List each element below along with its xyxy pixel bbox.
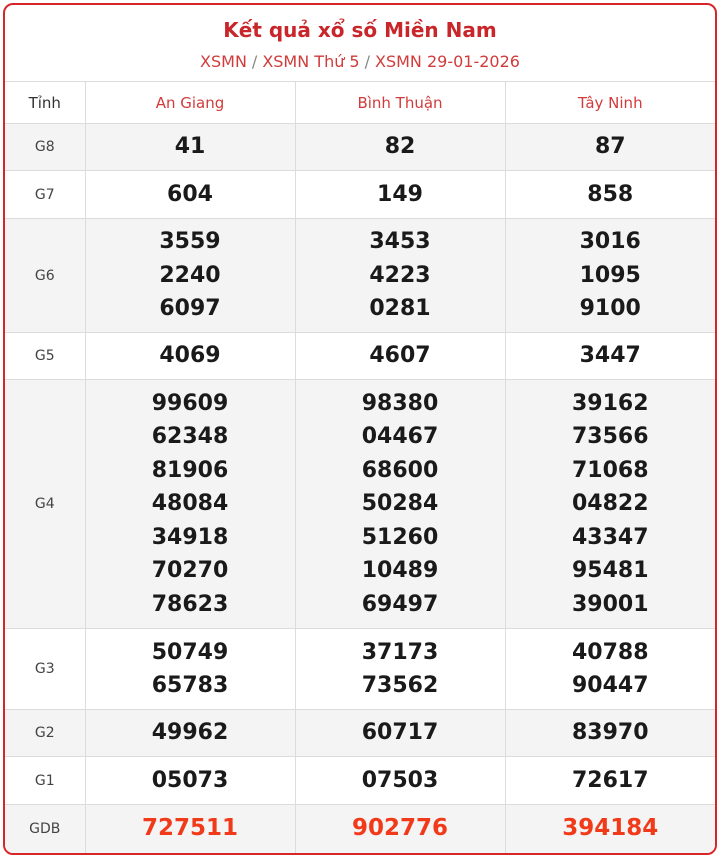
- result-number: 60717: [361, 720, 439, 746]
- prize-row-g2: [5, 710, 715, 757]
- result-number: 3447: [579, 343, 641, 369]
- prize-row-g6: [5, 219, 715, 333]
- card-header: [5, 5, 715, 81]
- special-prize-number: 394184: [562, 815, 659, 841]
- result-number: 71068: [571, 457, 649, 483]
- prize-label: G6: [5, 219, 85, 333]
- result-number: 78623: [151, 591, 229, 617]
- result-number: 50284: [361, 491, 439, 517]
- result-number: 65783: [151, 673, 229, 698]
- result-number: 81906: [151, 457, 229, 483]
- breadcrumb-xsmn[interactable]: XSMN: [200, 52, 247, 71]
- result-number: 37173: [361, 639, 439, 665]
- result-number: 0281: [369, 296, 431, 322]
- result-number: 3016: [579, 229, 641, 255]
- result-cell: [295, 124, 505, 171]
- prize-row-g1: [5, 757, 715, 805]
- result-number: 858: [587, 181, 634, 207]
- province-tay-ninh[interactable]: Tây Ninh: [505, 82, 715, 124]
- province-binh-thuan[interactable]: Bình Thuận: [295, 82, 505, 124]
- province-column-header: Tỉnh: [5, 82, 85, 124]
- results-table: [5, 81, 715, 853]
- result-cell: [505, 805, 715, 853]
- prize-row-g8: [5, 124, 715, 171]
- result-number: 83970: [571, 720, 649, 746]
- result-number: 34918: [151, 524, 229, 550]
- result-number: 1095: [579, 262, 641, 288]
- result-number: 43347: [571, 524, 649, 550]
- special-prize-number: 902776: [351, 815, 449, 841]
- result-cell: [505, 757, 715, 805]
- result-cell: [505, 124, 715, 171]
- result-cell: [85, 333, 295, 380]
- prize-label: G7: [5, 171, 85, 219]
- result-cell: [505, 380, 715, 629]
- result-number: 604: [167, 181, 213, 207]
- result-number: 41: [174, 134, 206, 160]
- special-prize-number: 727511: [141, 815, 239, 841]
- result-number: 4223: [369, 262, 431, 288]
- result-cell: [85, 629, 295, 710]
- result-number: 69497: [361, 591, 439, 617]
- result-number: 82: [384, 134, 416, 160]
- result-number: 3559: [159, 229, 221, 255]
- prize-label: G2: [5, 710, 85, 757]
- result-number: 39162: [571, 390, 649, 416]
- result-number: 87: [594, 134, 626, 160]
- result-cell: [295, 219, 505, 333]
- result-cell: [295, 710, 505, 757]
- result-cell: [505, 629, 715, 710]
- result-cell: [505, 333, 715, 380]
- result-number: 50749: [151, 639, 229, 665]
- result-number: 2240: [159, 262, 221, 288]
- result-number: 40788: [571, 639, 649, 665]
- result-number: 73562: [361, 673, 439, 698]
- result-number: 49962: [151, 720, 229, 746]
- results-card: [3, 3, 717, 855]
- result-cell: [85, 219, 295, 333]
- breadcrumb-xsmn-date[interactable]: XSMN 29-01-2026: [375, 52, 520, 71]
- breadcrumb: [5, 52, 715, 71]
- result-number: 62348: [151, 424, 229, 450]
- result-number: 4607: [369, 343, 431, 369]
- prize-label: G3: [5, 629, 85, 710]
- result-cell: [295, 805, 505, 853]
- prize-row-gdb: [5, 805, 715, 853]
- result-number: 39001: [571, 591, 649, 617]
- province-an-giang[interactable]: An Giang: [85, 82, 295, 124]
- result-cell: [85, 380, 295, 629]
- result-number: 72617: [571, 767, 649, 793]
- result-number: 48084: [151, 491, 229, 517]
- result-number: 6097: [159, 296, 221, 322]
- result-cell: [505, 219, 715, 333]
- result-number: 9100: [579, 296, 641, 322]
- result-cell: [85, 710, 295, 757]
- result-cell: [295, 380, 505, 629]
- result-number: 07503: [361, 767, 439, 793]
- result-number: 3453: [369, 229, 431, 255]
- result-number: 90447: [571, 673, 649, 698]
- result-cell: [295, 629, 505, 710]
- result-number: 99609: [151, 390, 229, 416]
- breadcrumb-xsmn-thu-5[interactable]: XSMN Thứ 5: [262, 52, 360, 71]
- result-cell: [505, 171, 715, 219]
- prize-label: G1: [5, 757, 85, 805]
- breadcrumb-separator: /: [364, 52, 370, 71]
- result-number: 10489: [361, 558, 439, 584]
- result-cell: [85, 124, 295, 171]
- result-number: 149: [377, 181, 423, 207]
- result-number: 70270: [151, 558, 229, 584]
- breadcrumb-separator: /: [251, 52, 258, 71]
- result-number: 51260: [361, 524, 439, 550]
- result-number: 95481: [571, 558, 649, 584]
- result-cell: [505, 710, 715, 757]
- result-cell: [295, 171, 505, 219]
- prize-label: GDB: [5, 805, 85, 853]
- result-number: 98380: [361, 390, 439, 416]
- prize-label: G4: [5, 380, 85, 629]
- page-title: Kết quả xổ số Miền Nam: [223, 18, 497, 42]
- table-header-row: [5, 82, 715, 124]
- result-cell: [85, 757, 295, 805]
- result-number: 68600: [361, 457, 439, 483]
- prize-label: G5: [5, 333, 85, 380]
- result-number: 04467: [361, 424, 439, 450]
- prize-row-g4: [5, 380, 715, 629]
- result-cell: [295, 333, 505, 380]
- result-cell: [85, 805, 295, 853]
- prize-label: G8: [5, 124, 85, 171]
- result-number: 05073: [151, 767, 229, 793]
- prize-row-g5: [5, 333, 715, 380]
- prize-row-g3: [5, 629, 715, 710]
- prize-row-g7: [5, 171, 715, 219]
- result-cell: [295, 757, 505, 805]
- result-number: 73566: [571, 424, 649, 450]
- result-cell: [85, 171, 295, 219]
- result-number: 4069: [159, 343, 221, 369]
- result-number: 04822: [571, 491, 649, 517]
